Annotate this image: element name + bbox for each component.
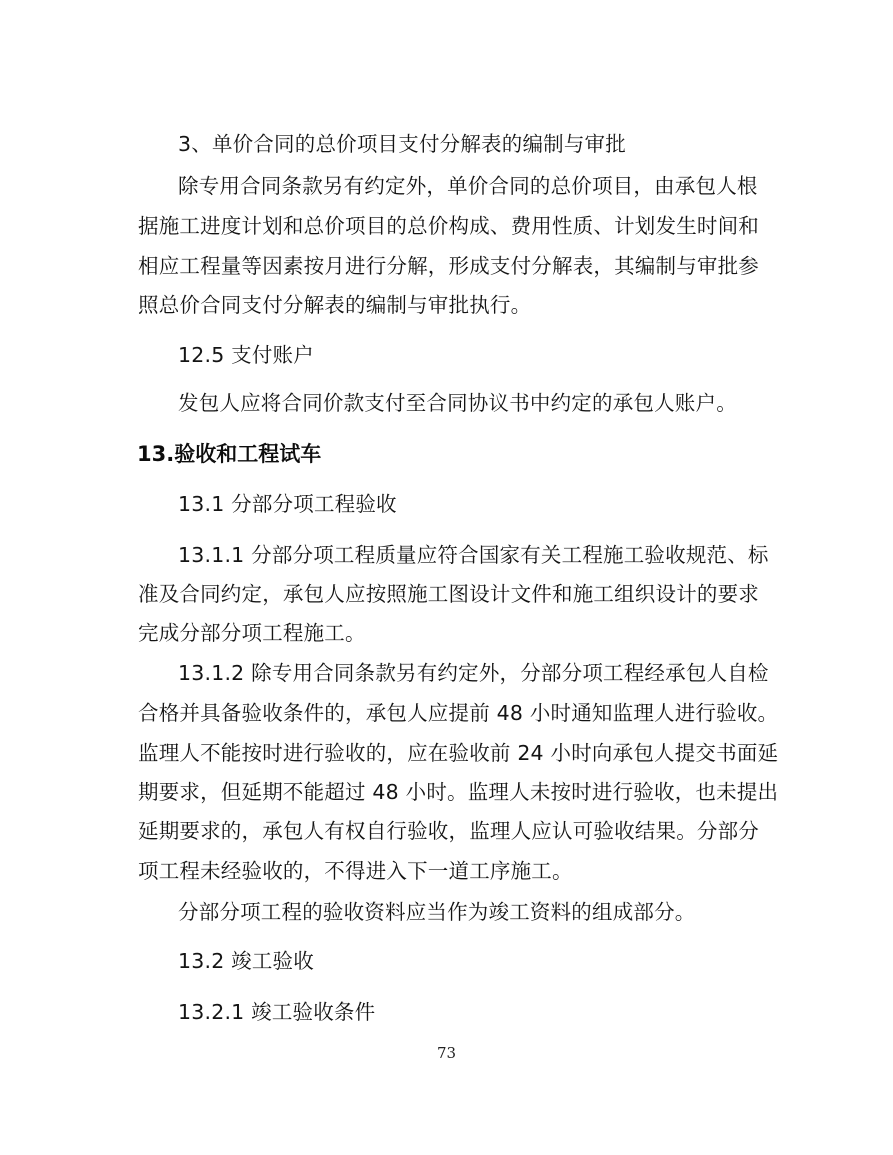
paragraph-line: 13.1.1 分部分项工程质量应符合国家有关工程施工验收规范、标 [178, 543, 769, 567]
section-heading-13-1: 13.1 分部分项工程验收 [178, 492, 397, 516]
page-number: 73 [436, 1044, 457, 1062]
paragraph-line: 相应工程量等因素按月进行分解，形成支付分解表，其编制与审批参 [138, 254, 759, 278]
paragraph-line: 合格并具备验收条件的，承包人应提前 48 小时通知监理人进行验收。 [138, 701, 779, 725]
paragraph-line: 项工程未经验收的，不得进入下一道工序施工。 [138, 859, 573, 883]
paragraph-line: 分部分项工程的验收资料应当作为竣工资料的组成部分。 [178, 900, 696, 924]
paragraph-line: 延期要求的，承包人有权自行验收，监理人应认可验收结果。分部分 [138, 819, 759, 843]
paragraph-line: 照总价合同支付分解表的编制与审批执行。 [138, 293, 532, 317]
paragraph-line: 监理人不能按时进行验收的，应在验收前 24 小时向承包人提交书面延 [138, 741, 779, 765]
subsection-heading-13-2-1: 13.2.1 竣工验收条件 [178, 1000, 376, 1024]
paragraph-line: 据施工进度计划和总价项目的总价构成、费用性质、计划发生时间和 [138, 214, 759, 238]
paragraph-line: 13.1.2 除专用合同条款另有约定外，分部分项工程经承包人自检 [178, 661, 769, 685]
paragraph-line: 准及合同约定，承包人应按照施工图设计文件和施工组织设计的要求 [138, 582, 759, 606]
paragraph-line: 期要求，但延期不能超过 48 小时。监理人未按时进行验收，也未提出 [138, 780, 779, 804]
paragraph-line: 除专用合同条款另有约定外，单价合同的总价项目，由承包人根 [178, 174, 758, 198]
section-heading-13-2: 13.2 竣工验收 [178, 949, 314, 973]
subsection-heading-3: 3、单价合同的总价项目支付分解表的编制与审批 [178, 132, 626, 156]
paragraph-line: 完成分部分项工程施工。 [138, 621, 366, 645]
paragraph-line: 发包人应将合同价款支付至合同协议书中约定的承包人账户。 [178, 391, 737, 415]
section-heading-12-5: 12.5 支付账户 [178, 343, 314, 367]
chapter-heading-13: 13.验收和工程试车 [137, 442, 322, 466]
